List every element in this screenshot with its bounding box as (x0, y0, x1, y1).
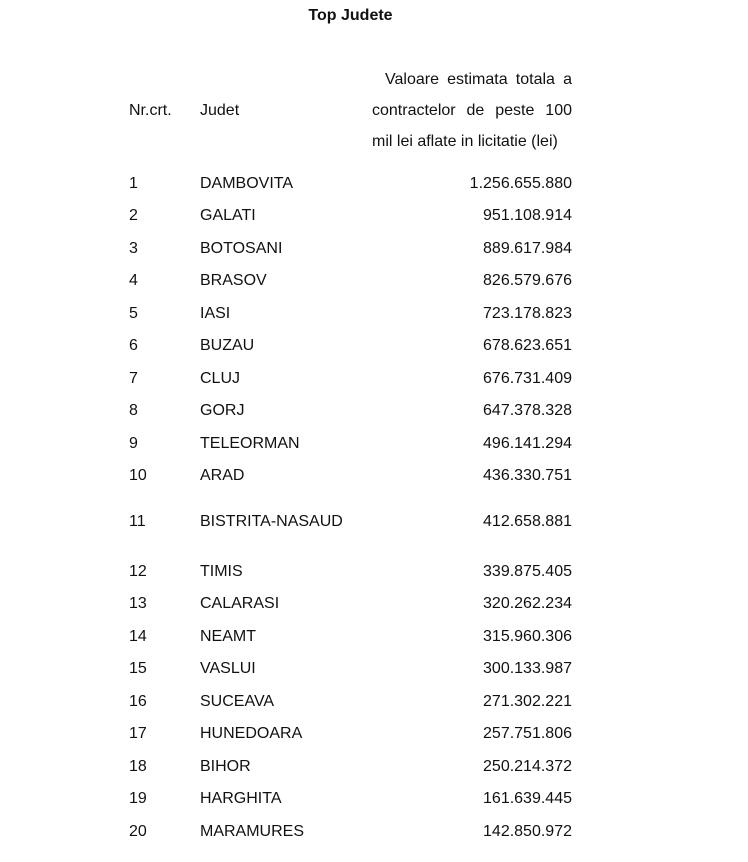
document-page (0, 6, 748, 862)
cell-rank: 11 (129, 513, 146, 531)
document-title: Top Judete (308, 7, 393, 24)
cell-value: 300.133.987 (483, 660, 572, 678)
table-row (129, 428, 572, 461)
cell-value: 678.623.651 (483, 337, 572, 355)
cell-county: ARAD (200, 467, 245, 485)
cell-value: 826.579.676 (483, 272, 572, 290)
cell-rank: 12 (129, 562, 147, 580)
cell-county: NEAMT (200, 627, 256, 645)
table-row (129, 686, 572, 719)
cell-rank: 19 (129, 790, 147, 808)
cell-value: 412.658.881 (483, 513, 572, 531)
cell-rank: 2 (129, 207, 138, 225)
table-row (129, 621, 572, 654)
cell-rank: 18 (129, 757, 147, 775)
cell-county: BUZAU (200, 337, 255, 355)
cell-rank: 20 (129, 822, 147, 840)
column-header-valoare-line-1: Valoare estimata totala a (385, 71, 572, 88)
cell-county: GORJ (200, 402, 245, 420)
cell-county: BOTOSANI (200, 239, 283, 257)
table-row (129, 718, 572, 751)
table-row (129, 653, 572, 686)
cell-value: 161.639.445 (483, 790, 572, 808)
cell-rank: 15 (129, 660, 147, 678)
cell-value: 257.751.806 (483, 725, 572, 743)
table-row (129, 395, 572, 428)
cell-county: TELEORMAN (200, 434, 300, 452)
cell-county: VASLUI (200, 660, 256, 678)
cell-rank: 7 (129, 369, 138, 387)
cell-rank: 3 (129, 239, 138, 257)
table-row (129, 363, 572, 396)
judete-table (129, 64, 572, 848)
cell-rank: 17 (129, 725, 147, 743)
column-header-nr: Nr.crt. (129, 101, 172, 119)
table-header-row (129, 64, 572, 157)
table-row (129, 506, 572, 539)
column-header-valoare-line-2: contractelor de peste 100 (372, 102, 572, 119)
cell-rank: 14 (129, 627, 147, 645)
cell-value: 676.731.409 (483, 369, 572, 387)
cell-value: 723.178.823 (483, 304, 572, 322)
cell-county: IASI (200, 304, 231, 322)
cell-county: MARAMURES (200, 822, 305, 840)
cell-county: HARGHITA (200, 790, 282, 808)
table-body (129, 168, 572, 849)
cell-value: 315.960.306 (483, 627, 572, 645)
cell-rank: 6 (129, 337, 138, 355)
cell-value: 889.617.984 (483, 239, 572, 257)
cell-county: BRASOV (200, 272, 267, 290)
cell-county: HUNEDOARA (200, 725, 303, 743)
cell-rank: 5 (129, 304, 138, 322)
table-row (129, 588, 572, 621)
cell-county: GALATI (200, 207, 256, 225)
table-row (129, 556, 572, 589)
cell-county: CALARASI (200, 595, 280, 613)
cell-rank: 4 (129, 272, 138, 290)
cell-value: 320.262.234 (483, 595, 572, 613)
cell-value: 142.850.972 (483, 822, 572, 840)
cell-county: BIHOR (200, 757, 251, 775)
cell-county: TIMIS (200, 562, 243, 580)
cell-value: 951.108.914 (483, 207, 572, 225)
cell-rank: 13 (129, 595, 147, 613)
cell-value: 496.141.294 (483, 434, 572, 452)
cell-rank: 10 (129, 467, 147, 485)
cell-rank: 16 (129, 692, 147, 710)
table-row (129, 816, 572, 849)
cell-rank: 1 (129, 174, 138, 192)
cell-value: 271.302.221 (483, 692, 572, 710)
table-row (129, 233, 572, 266)
cell-value: 339.875.405 (483, 562, 572, 580)
table-row (129, 265, 572, 298)
cell-county: DAMBOVITA (200, 174, 294, 192)
table-row (129, 783, 572, 816)
table-row (129, 330, 572, 363)
cell-rank: 9 (129, 434, 138, 452)
cell-value: 647.378.328 (483, 402, 572, 420)
cell-value: 250.214.372 (483, 757, 572, 775)
column-header-valoare-line-3: mil lei aflate in licitatie (lei) (372, 133, 558, 150)
table-row (129, 200, 572, 233)
table-row (129, 460, 572, 493)
cell-county: CLUJ (200, 369, 241, 387)
cell-county: SUCEAVA (200, 692, 275, 710)
column-header-judet: Judet (200, 101, 240, 119)
table-row (129, 298, 572, 331)
table-row (129, 168, 572, 201)
table-row (129, 751, 572, 784)
cell-value: 1.256.655.880 (469, 174, 572, 192)
cell-county: BISTRITA-NASAUD (200, 513, 343, 531)
cell-value: 436.330.751 (483, 467, 572, 485)
column-header-valoare (372, 64, 572, 157)
cell-rank: 8 (129, 402, 138, 420)
